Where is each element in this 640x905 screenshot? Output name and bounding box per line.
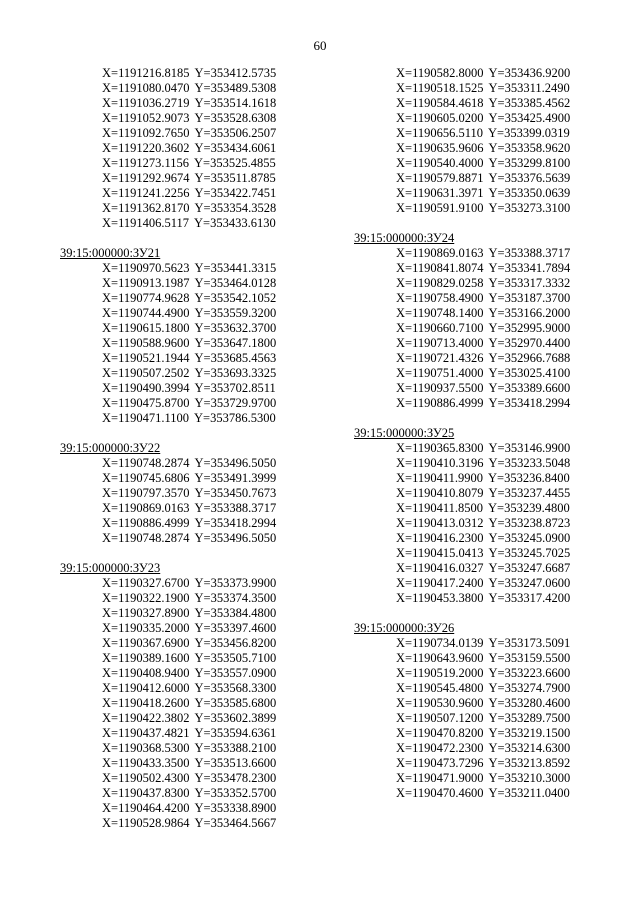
y-coordinate: Y=353233.5048 (488, 456, 571, 470)
x-coordinate: X=1190437.8300 (102, 786, 190, 800)
coordinate-row (60, 141, 350, 156)
x-coordinate: X=1190415.0413 (396, 546, 484, 560)
x-coordinate: X=1190660.7100 (396, 321, 484, 335)
coordinate-row (60, 456, 350, 471)
x-coordinate: X=1190745.6806 (102, 471, 190, 485)
coordinate-section (354, 621, 640, 801)
x-coordinate: X=1190615.1800 (102, 321, 190, 335)
coordinate-row (60, 156, 350, 171)
coordinate-section (60, 66, 350, 231)
x-coordinate: X=1190758.4900 (396, 291, 484, 305)
y-coordinate: Y=353213.8592 (488, 756, 571, 770)
coordinate-row (60, 696, 350, 711)
y-coordinate: Y=353211.0400 (488, 786, 570, 800)
x-coordinate: X=1190413.0312 (396, 516, 484, 530)
x-coordinate: X=1190540.4000 (396, 156, 484, 170)
x-coordinate: X=1190507.2502 (102, 366, 190, 380)
y-coordinate: Y=353374.3500 (194, 591, 277, 605)
x-coordinate: X=1190490.3994 (102, 381, 190, 395)
x-coordinate: X=1191273.1156 (102, 156, 190, 170)
coordinate-row (60, 186, 350, 201)
y-coordinate: Y=353146.9900 (488, 441, 571, 455)
x-coordinate: X=1190470.4600 (396, 786, 484, 800)
y-coordinate: Y=353433.6130 (194, 216, 276, 230)
x-coordinate: X=1190635.9606 (396, 141, 484, 155)
y-coordinate: Y=353434.6061 (194, 141, 277, 155)
x-coordinate: X=1190744.4900 (102, 306, 190, 320)
y-coordinate: Y=353496.5050 (194, 531, 277, 545)
y-coordinate: Y=353239.4800 (488, 501, 570, 515)
left-column (60, 66, 350, 846)
x-coordinate: X=1190365.8300 (396, 441, 484, 455)
coordinate-row (60, 606, 350, 621)
x-coordinate: X=1190411.9900 (396, 471, 484, 485)
x-coordinate: X=1191216.8185 (102, 66, 190, 80)
coordinate-row (60, 771, 350, 786)
coordinate-row (354, 396, 640, 411)
x-coordinate: X=1190416.2300 (396, 531, 484, 545)
y-coordinate: Y=353513.6600 (194, 756, 277, 770)
y-coordinate: Y=353542.1052 (194, 291, 277, 305)
y-coordinate: Y=353245.7025 (488, 546, 571, 560)
coordinate-row (354, 351, 640, 366)
y-coordinate: Y=353505.7100 (194, 651, 277, 665)
x-coordinate: X=1190751.4000 (396, 366, 484, 380)
x-coordinate: X=1190327.6700 (102, 576, 190, 590)
x-coordinate: X=1190410.8079 (396, 486, 484, 500)
coordinate-row (60, 531, 350, 546)
y-coordinate: Y=353464.0128 (194, 276, 277, 290)
x-coordinate: X=1190528.9864 (102, 816, 190, 830)
coordinate-row (60, 306, 350, 321)
x-coordinate: X=1190519.2000 (396, 666, 484, 680)
coordinate-row (354, 126, 640, 141)
y-coordinate: Y=353219.1500 (488, 726, 571, 740)
coordinate-row (60, 396, 350, 411)
x-coordinate: X=1191080.0470 (102, 81, 190, 95)
x-coordinate: X=1190797.3570 (102, 486, 190, 500)
x-coordinate: X=1190470.8200 (396, 726, 484, 740)
y-coordinate: Y=353236.8400 (488, 471, 570, 485)
y-coordinate: Y=353341.7894 (488, 261, 571, 275)
coordinate-row (60, 261, 350, 276)
coordinate-row (60, 651, 350, 666)
coordinate-row (60, 126, 350, 141)
y-coordinate: Y=353388.3717 (194, 501, 277, 515)
y-coordinate: Y=353557.0900 (194, 666, 277, 680)
coordinate-row (60, 591, 350, 606)
x-coordinate: X=1191220.3602 (102, 141, 190, 155)
y-coordinate: Y=353317.3332 (488, 276, 571, 290)
coordinate-section (354, 426, 640, 606)
coordinate-row (354, 636, 640, 651)
coordinate-row (354, 321, 640, 336)
x-coordinate: X=1190748.2874 (102, 531, 190, 545)
y-coordinate: Y=353166.2000 (488, 306, 571, 320)
y-coordinate: Y=353352.5700 (194, 786, 277, 800)
coordinate-row (354, 711, 640, 726)
y-coordinate: Y=353025.4100 (488, 366, 571, 380)
coordinate-row (354, 486, 640, 501)
coordinate-row (354, 111, 640, 126)
coordinate-row (354, 66, 640, 81)
coordinate-row (354, 681, 640, 696)
coordinate-row (60, 381, 350, 396)
y-coordinate: Y=353210.3000 (488, 771, 571, 785)
y-coordinate: Y=353289.7500 (488, 711, 571, 725)
x-coordinate: X=1190579.8871 (396, 171, 484, 185)
x-coordinate: X=1190475.8700 (102, 396, 190, 410)
coordinate-row (354, 246, 640, 261)
y-coordinate: Y=353456.8200 (194, 636, 277, 650)
coordinate-row (354, 96, 640, 111)
coordinate-row (354, 501, 640, 516)
coordinate-row (60, 801, 350, 816)
y-coordinate: Y=353729.9700 (194, 396, 277, 410)
x-coordinate: X=1190521.1944 (102, 351, 190, 365)
y-coordinate: Y=353399.0319 (488, 126, 570, 140)
section-title: 39:15:000000:ЗУ23 (60, 561, 161, 575)
x-coordinate: X=1190582.8000 (396, 66, 484, 80)
section-title: 39:15:000000:ЗУ24 (354, 231, 455, 245)
y-coordinate: Y=353594.6361 (194, 726, 277, 740)
y-coordinate: Y=353237.4455 (488, 486, 571, 500)
y-coordinate: Y=353632.3700 (194, 321, 277, 335)
coordinate-row (60, 411, 350, 426)
y-coordinate: Y=353786.5300 (194, 411, 276, 425)
coordinate-row (354, 171, 640, 186)
y-coordinate: Y=353247.6687 (488, 561, 571, 575)
coordinate-row (354, 291, 640, 306)
coordinate-row (354, 81, 640, 96)
x-coordinate: X=1190829.0258 (396, 276, 484, 290)
y-coordinate: Y=353214.6300 (488, 741, 571, 755)
coordinate-row (60, 216, 350, 231)
x-coordinate: X=1190335.2000 (102, 621, 190, 635)
x-coordinate: X=1190913.1987 (102, 276, 190, 290)
coordinate-row (60, 321, 350, 336)
coordinate-row (354, 576, 640, 591)
x-coordinate: X=1190721.4326 (396, 351, 484, 365)
y-coordinate: Y=353559.3200 (194, 306, 277, 320)
x-coordinate: X=1190417.2400 (396, 576, 484, 590)
y-coordinate: Y=353412.5735 (194, 66, 277, 80)
x-coordinate: X=1190643.9600 (396, 651, 484, 665)
x-coordinate: X=1190471.1100 (102, 411, 190, 425)
x-coordinate: X=1191036.2719 (102, 96, 190, 110)
coordinate-row (60, 276, 350, 291)
section-title: 39:15:000000:ЗУ21 (60, 246, 161, 260)
coordinate-row (354, 651, 640, 666)
coordinate-row (354, 726, 640, 741)
coordinate-row (354, 201, 640, 216)
coordinate-row (354, 156, 640, 171)
coordinate-row (354, 591, 640, 606)
coordinate-row (60, 681, 350, 696)
x-coordinate: X=1190472.2300 (396, 741, 484, 755)
coordinate-section (60, 246, 350, 426)
x-coordinate: X=1190774.9628 (102, 291, 190, 305)
coordinate-row (354, 366, 640, 381)
coordinate-row (60, 66, 350, 81)
x-coordinate: X=1190530.9600 (396, 696, 484, 710)
coordinate-section (60, 561, 350, 831)
section-title: 39:15:000000:ЗУ26 (354, 621, 455, 635)
coordinate-row (60, 366, 350, 381)
x-coordinate: X=1190841.8074 (396, 261, 484, 275)
x-coordinate: X=1190545.4800 (396, 681, 484, 695)
x-coordinate: X=1190591.9100 (396, 201, 484, 215)
y-coordinate: Y=353441.3315 (194, 261, 277, 275)
coordinate-row (60, 111, 350, 126)
y-coordinate: Y=353245.0900 (488, 531, 571, 545)
x-coordinate: X=1190389.1600 (102, 651, 190, 665)
coordinate-row (354, 441, 640, 456)
coordinate-row (60, 621, 350, 636)
x-coordinate: X=1190518.1525 (396, 81, 484, 95)
y-coordinate: Y=353647.1800 (194, 336, 277, 350)
x-coordinate: X=1190502.4300 (102, 771, 190, 785)
x-coordinate: X=1191406.5117 (102, 216, 190, 230)
y-coordinate: Y=353585.6800 (194, 696, 277, 710)
x-coordinate: X=1191092.7650 (102, 126, 190, 140)
x-coordinate: X=1190748.2874 (102, 456, 190, 470)
x-coordinate: X=1191241.2256 (102, 186, 190, 200)
x-coordinate: X=1190937.5500 (396, 381, 484, 395)
y-coordinate: Y=353514.1618 (194, 96, 277, 110)
coordinate-row (60, 816, 350, 831)
x-coordinate: X=1190471.9000 (396, 771, 484, 785)
x-coordinate: X=1190408.9400 (102, 666, 190, 680)
coordinate-row (354, 261, 640, 276)
x-coordinate: X=1190656.5110 (396, 126, 484, 140)
coordinate-row (354, 471, 640, 486)
coordinate-row (354, 141, 640, 156)
coordinate-section (354, 66, 640, 216)
x-coordinate: X=1190412.6000 (102, 681, 190, 695)
coordinate-row (354, 531, 640, 546)
y-coordinate: Y=353511.8785 (194, 171, 276, 185)
x-coordinate: X=1190418.2600 (102, 696, 190, 710)
x-coordinate: X=1190410.3196 (396, 456, 484, 470)
coordinate-row (60, 291, 350, 306)
coordinate-row (354, 516, 640, 531)
x-coordinate: X=1190368.5300 (102, 741, 190, 755)
x-coordinate: X=1191292.9674 (102, 171, 190, 185)
x-coordinate: X=1190631.3971 (396, 186, 484, 200)
y-coordinate: Y=353238.8723 (488, 516, 571, 530)
x-coordinate: X=1190416.0327 (396, 561, 484, 575)
y-coordinate: Y=353464.5667 (194, 816, 277, 830)
y-coordinate: Y=353506.2507 (194, 126, 277, 140)
y-coordinate: Y=353354.3528 (194, 201, 277, 215)
y-coordinate: Y=352966.7688 (488, 351, 571, 365)
y-coordinate: Y=353388.2100 (194, 741, 277, 755)
x-coordinate: X=1190970.5623 (102, 261, 190, 275)
coordinate-row (354, 666, 640, 681)
y-coordinate: Y=353350.0639 (488, 186, 571, 200)
y-coordinate: Y=353693.3325 (194, 366, 277, 380)
x-coordinate: X=1190473.7296 (396, 756, 484, 770)
y-coordinate: Y=353358.9620 (488, 141, 571, 155)
x-coordinate: X=1190453.3800 (396, 591, 484, 605)
coordinate-row (354, 741, 640, 756)
coordinate-section (354, 231, 640, 411)
y-coordinate: Y=353489.5308 (194, 81, 277, 95)
y-coordinate: Y=353385.4562 (488, 96, 571, 110)
y-coordinate: Y=353397.4600 (194, 621, 277, 635)
coordinate-row (60, 471, 350, 486)
coordinate-row (60, 666, 350, 681)
x-coordinate: X=1190886.4999 (102, 516, 190, 530)
y-coordinate: Y=353389.6600 (488, 381, 571, 395)
coordinate-row (60, 726, 350, 741)
coordinate-row (60, 81, 350, 96)
coordinate-row (354, 186, 640, 201)
x-coordinate: X=1190748.1400 (396, 306, 484, 320)
coordinate-row (354, 381, 640, 396)
y-coordinate: Y=353425.4900 (488, 111, 571, 125)
x-coordinate: X=1190433.3500 (102, 756, 190, 770)
coordinate-row (354, 786, 640, 801)
right-column (354, 66, 640, 816)
x-coordinate: X=1190713.4000 (396, 336, 484, 350)
coordinate-row (60, 576, 350, 591)
coordinate-row (60, 516, 350, 531)
y-coordinate: Y=353602.3899 (194, 711, 277, 725)
x-coordinate: X=1190411.8500 (396, 501, 484, 515)
y-coordinate: Y=353187.3700 (488, 291, 571, 305)
coordinate-row (60, 486, 350, 501)
x-coordinate: X=1190437.4821 (102, 726, 190, 740)
coordinate-row (60, 501, 350, 516)
coordinate-row (60, 351, 350, 366)
x-coordinate: X=1190507.1200 (396, 711, 484, 725)
y-coordinate: Y=353491.3999 (194, 471, 277, 485)
coordinate-row (60, 96, 350, 111)
coordinate-row (354, 546, 640, 561)
coordinate-row (354, 561, 640, 576)
coordinate-row (60, 636, 350, 651)
y-coordinate: Y=353376.5639 (488, 171, 571, 185)
x-coordinate: X=1190584.4618 (396, 96, 484, 110)
x-coordinate: X=1190367.6900 (102, 636, 190, 650)
coordinate-row (354, 276, 640, 291)
x-coordinate: X=1190869.0163 (102, 501, 190, 515)
y-coordinate: Y=353568.3300 (194, 681, 277, 695)
x-coordinate: X=1190588.9600 (102, 336, 190, 350)
y-coordinate: Y=353478.2300 (194, 771, 277, 785)
y-coordinate: Y=353338.8900 (194, 801, 277, 815)
section-title: 39:15:000000:ЗУ25 (354, 426, 455, 440)
y-coordinate: Y=353528.6308 (194, 111, 277, 125)
page-number: 60 (313, 38, 327, 53)
y-coordinate: Y=353496.5050 (194, 456, 277, 470)
y-coordinate: Y=352995.9000 (488, 321, 571, 335)
coordinate-row (354, 696, 640, 711)
section-title: 39:15:000000:ЗУ22 (60, 441, 161, 455)
y-coordinate: Y=352970.4400 (488, 336, 571, 350)
y-coordinate: Y=353436.9200 (488, 66, 571, 80)
x-coordinate: X=1190605.0200 (396, 111, 484, 125)
y-coordinate: Y=353223.6600 (488, 666, 571, 680)
coordinate-row (354, 771, 640, 786)
x-coordinate: X=1190869.0163 (396, 246, 484, 260)
x-coordinate: X=1191052.9073 (102, 111, 190, 125)
coordinate-row (60, 711, 350, 726)
y-coordinate: Y=353388.3717 (488, 246, 571, 260)
y-coordinate: Y=353418.2994 (488, 396, 571, 410)
y-coordinate: Y=353247.0600 (488, 576, 571, 590)
coordinate-row (60, 756, 350, 771)
y-coordinate: Y=353280.4600 (488, 696, 571, 710)
y-coordinate: Y=353173.5091 (488, 636, 571, 650)
coordinate-row (60, 171, 350, 186)
y-coordinate: Y=353450.7673 (194, 486, 277, 500)
y-coordinate: Y=353702.8511 (194, 381, 276, 395)
coordinate-row (60, 201, 350, 216)
y-coordinate: Y=353685.4563 (194, 351, 277, 365)
coordinate-row (60, 336, 350, 351)
x-coordinate: X=1190422.3802 (102, 711, 190, 725)
x-coordinate: X=1190886.4999 (396, 396, 484, 410)
coordinate-row (354, 306, 640, 321)
x-coordinate: X=1190734.0139 (396, 636, 484, 650)
y-coordinate: Y=353525.4855 (194, 156, 276, 170)
coordinate-row (60, 741, 350, 756)
coordinate-section (60, 441, 350, 546)
y-coordinate: Y=353159.5500 (488, 651, 571, 665)
coordinate-row (354, 456, 640, 471)
y-coordinate: Y=353422.7451 (194, 186, 277, 200)
y-coordinate: Y=353317.4200 (488, 591, 571, 605)
y-coordinate: Y=353418.2994 (194, 516, 277, 530)
y-coordinate: Y=353273.3100 (488, 201, 571, 215)
y-coordinate: Y=353373.9900 (194, 576, 277, 590)
y-coordinate: Y=353384.4800 (194, 606, 277, 620)
y-coordinate: Y=353299.8100 (488, 156, 571, 170)
coordinate-row (354, 756, 640, 771)
y-coordinate: Y=353274.7900 (488, 681, 571, 695)
coordinate-row (354, 336, 640, 351)
x-coordinate: X=1190322.1900 (102, 591, 190, 605)
x-coordinate: X=1190464.4200 (102, 801, 190, 815)
x-coordinate: X=1191362.8170 (102, 201, 190, 215)
y-coordinate: Y=353311.2490 (488, 81, 570, 95)
x-coordinate: X=1190327.8900 (102, 606, 190, 620)
coordinate-row (60, 786, 350, 801)
